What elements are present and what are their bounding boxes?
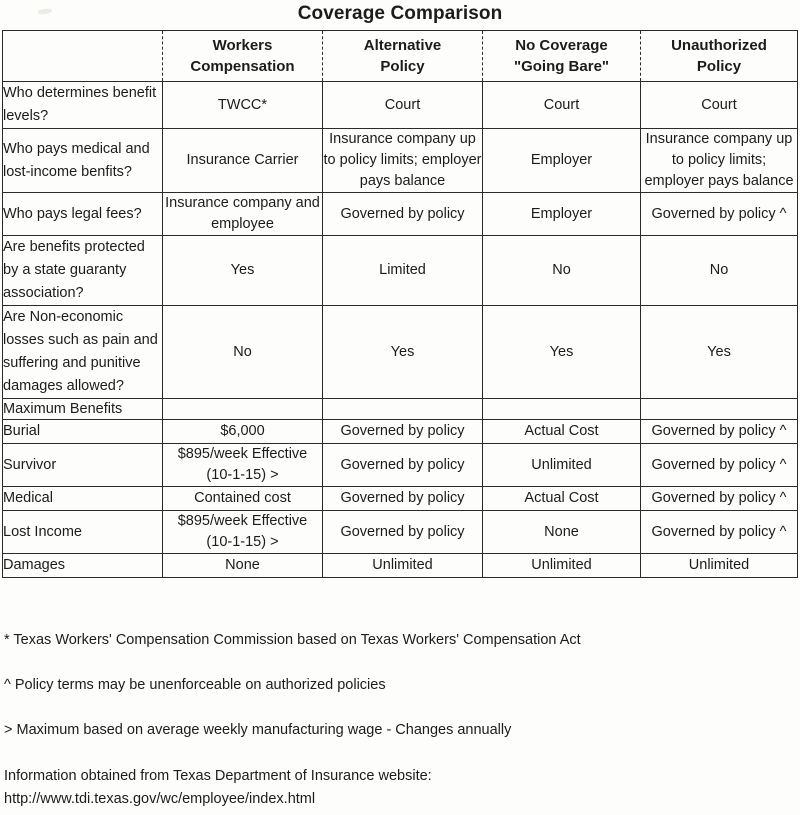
data-cell: Actual Cost: [483, 420, 641, 444]
data-cell: Court: [483, 82, 641, 129]
data-cell: Yes: [483, 306, 641, 399]
data-cell: Governed by policy ^: [641, 444, 798, 487]
data-cell: Governed by policy ^: [641, 420, 798, 444]
data-cell: Governed by policy: [323, 193, 483, 236]
data-cell: Governed by policy: [323, 487, 483, 511]
data-cell: [641, 399, 798, 420]
data-cell: Court: [641, 82, 798, 129]
data-cell: $6,000: [163, 420, 323, 444]
header-line-2: Policy: [696, 58, 742, 75]
row-label-cell: Who pays legal fees?: [3, 193, 163, 236]
source-description: Information obtained from Texas Department of Insurance website:: [4, 768, 432, 784]
data-cell: Yes: [163, 236, 323, 306]
footnote-source: [4, 765, 794, 811]
data-cell: Contained cost: [163, 487, 323, 511]
table-row: [3, 236, 798, 306]
row-label-cell: Damages: [3, 554, 163, 578]
header-line-1: No Coverage: [515, 37, 608, 54]
data-cell: Insurance company and employee: [163, 193, 323, 236]
header-cell-alternative-policy: [323, 31, 483, 82]
data-cell: [323, 399, 483, 420]
data-cell: Insurance company up to policy limits; employer pays balance: [323, 129, 483, 193]
data-cell: Unlimited: [483, 554, 641, 578]
row-label-cell: Burial: [3, 420, 163, 444]
data-cell: Unlimited: [323, 554, 483, 578]
data-cell: None: [163, 554, 323, 578]
data-cell: No: [641, 236, 798, 306]
data-cell: No: [163, 306, 323, 399]
data-cell: Unlimited: [641, 554, 798, 578]
header-line-1: Workers: [212, 37, 273, 54]
row-label-cell: Survivor: [3, 444, 163, 487]
data-cell: Unlimited: [483, 444, 641, 487]
footnote-caret: ^ Policy terms may be unenforceable on authorized policies: [4, 677, 386, 693]
data-cell: [483, 399, 641, 420]
header-line-2: "Going Bare": [513, 58, 610, 75]
coverage-comparison-table: [2, 30, 798, 578]
data-cell: Actual Cost: [483, 487, 641, 511]
data-cell: Court: [323, 82, 483, 129]
table-row: [3, 306, 798, 399]
data-cell: Governed by policy ^: [641, 511, 798, 554]
footnotes-block: [4, 630, 794, 811]
row-label-cell: Lost Income: [3, 511, 163, 554]
header-cell-no-coverage: [483, 31, 641, 82]
data-cell: Yes: [641, 306, 798, 399]
header-line-2: Compensation: [190, 58, 295, 75]
row-label-cell: Who determines benefit levels?: [3, 82, 163, 129]
header-line-2: Policy: [380, 58, 425, 75]
table-body: [3, 82, 798, 578]
table-row: [3, 420, 798, 444]
table-row: [3, 193, 798, 236]
data-cell: Yes: [323, 306, 483, 399]
table-row: [3, 511, 798, 554]
data-cell: Governed by policy: [323, 420, 483, 444]
source-url: http://www.tdi.texas.gov/wc/employee/index.html: [4, 791, 316, 807]
data-cell: Governed by policy ^: [641, 193, 798, 236]
page-title: Coverage Comparison: [297, 3, 503, 24]
row-label-cell: Are benefits protected by a state guaranty association?: [3, 236, 163, 306]
footnote-asterisk: * Texas Workers' Compensation Commission based on Texas Workers' Compensation Act: [4, 632, 581, 648]
data-cell: $895/week Effective (10-1-15) >: [163, 444, 323, 487]
header-cell-workers-compensation: [163, 31, 323, 82]
table-row: [3, 487, 798, 511]
data-cell: [163, 399, 323, 420]
data-cell: Governed by policy ^: [641, 487, 798, 511]
table-header-row: [3, 31, 798, 82]
row-label-cell: Are Non-economic losses such as pain and suffering and punitive damages allowed?: [3, 306, 163, 399]
data-cell: No: [483, 236, 641, 306]
row-label-cell: Medical: [3, 487, 163, 511]
data-cell: Employer: [483, 129, 641, 193]
data-cell: Governed by policy: [323, 511, 483, 554]
header-cell-corner: [3, 31, 163, 82]
row-label-cell: Who pays medical and lost-income benfits?: [3, 129, 163, 193]
row-label-cell: Maximum Benefits: [3, 399, 163, 420]
data-cell: Insurance company up to policy limits; employer pays balance: [641, 129, 798, 193]
table-row: [3, 82, 798, 129]
data-cell: Employer: [483, 193, 641, 236]
data-cell: Limited: [323, 236, 483, 306]
table-row: [3, 399, 798, 420]
data-cell: TWCC*: [163, 82, 323, 129]
header-line-1: Unauthorized: [671, 37, 767, 54]
table-row: [3, 554, 798, 578]
data-cell: $895/week Effective (10-1-15) >: [163, 511, 323, 554]
data-cell: Governed by policy: [323, 444, 483, 487]
header-cell-unauthorized-policy: [641, 31, 798, 82]
header-line-1: Alternative: [363, 37, 442, 54]
table-row: [3, 129, 798, 193]
data-cell: Insurance Carrier: [163, 129, 323, 193]
data-cell: None: [483, 511, 641, 554]
table-row: [3, 444, 798, 487]
footnote-greater-than: > Maximum based on average weekly manufacturing wage - Changes annually: [4, 722, 512, 738]
